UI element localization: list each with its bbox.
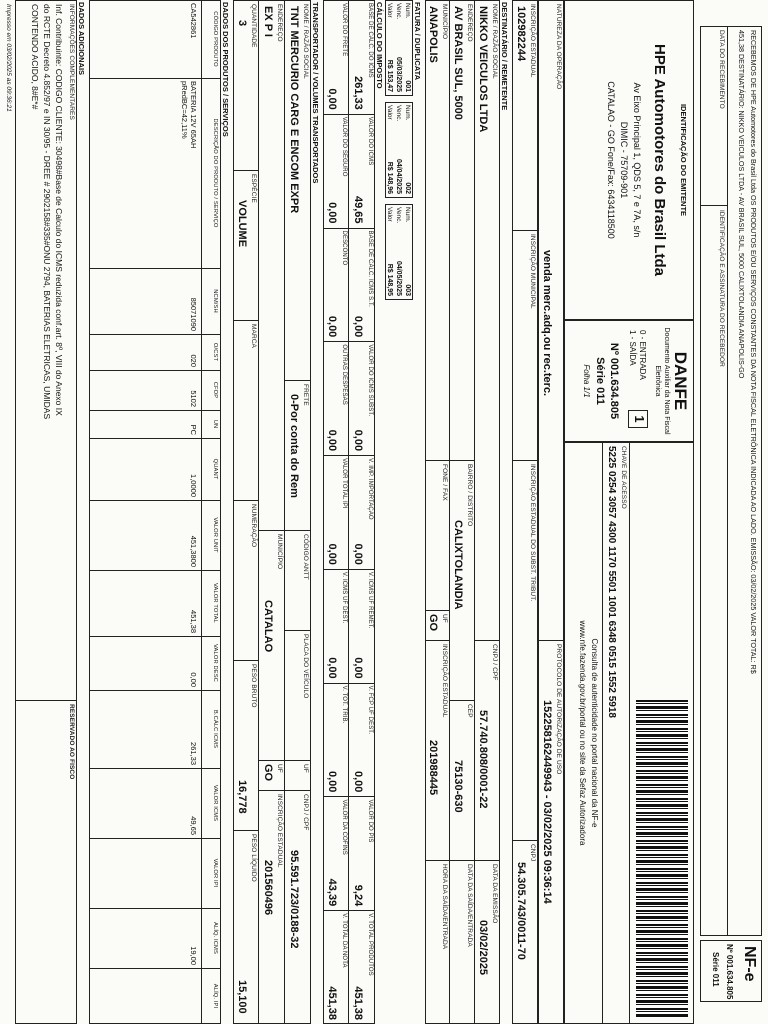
natureza-label: NATUREZA DA OPERAÇÃO <box>555 4 562 90</box>
im-label: INSCRIÇÃO MUNICIPAL <box>529 234 536 309</box>
transp-marca-label: MARCA <box>250 324 257 348</box>
transp-uf-label: UF <box>302 764 309 773</box>
produto-cell-quant: 1,0000 <box>189 474 198 497</box>
transp-uf2-label: UF <box>276 764 283 773</box>
imposto-label: VALOR DO ICMS SUBST. <box>367 344 373 417</box>
imposto-label: VALOR DA COFINS <box>341 799 347 855</box>
duplicata-num: 003 <box>404 284 411 296</box>
transp-antt-label: CÓDIGO ANTT <box>302 534 309 580</box>
protocolo-label: PROTOCOLO DE AUTORIZAÇÃO DE USO <box>555 644 562 775</box>
canhoto-nfe-serie: Série 011 <box>711 952 720 987</box>
produtos-section-label: DADOS DOS PRODUTOS / SERVIÇOS <box>221 2 230 137</box>
duplicata-field-label: Num. <box>404 3 411 19</box>
imposto-value: 49,65 <box>352 196 364 224</box>
natureza-value: venda merc.adq.ou rec.terc. <box>541 250 553 397</box>
produto-cell-cst: 020 <box>189 354 198 367</box>
imposto-label: OUTRAS DESPESAS <box>341 344 347 405</box>
emitente-box <box>564 0 694 320</box>
produto-cell-bcicms: 261,33 <box>189 742 198 765</box>
info-line-3: CONTENDO ACIDO, 8#E*# <box>30 4 40 110</box>
imposto-value: 0,00 <box>326 543 338 565</box>
duplicata-valor: R$ 148,95 <box>386 263 393 296</box>
produtos-column-header: ALÍQ. ICMS <box>212 922 218 954</box>
imposto-label: V. TOT. TRIB. <box>341 685 347 724</box>
transp-nome-label: NOME / RAZÃO SOCIAL <box>302 4 309 79</box>
duplicata-field-label: Num. <box>404 207 411 223</box>
duplicata-venc: 04/04/2025 <box>395 158 402 194</box>
produtos-column-header: O/CST <box>212 342 218 362</box>
duplicata-field-label: Venc. <box>395 207 402 224</box>
imposto-value: 0,00 <box>352 543 364 565</box>
dest-emissao-value: 03/02/2025 <box>477 920 489 976</box>
dest-saida-label: DATA DA SAÍDA/ENTRADA <box>466 864 473 947</box>
transp-ie-label: INSCRIÇÃO ESTADUAL <box>276 794 283 868</box>
dest-bairro-value: CALIXTOLANDIA <box>452 520 464 610</box>
dest-endereco-label: ENDEREÇO <box>466 4 473 42</box>
impresso-em: Impresso em 03/02/2025 as 09:36:21 <box>5 4 12 112</box>
transp-endereco-value: EX P I <box>262 6 274 37</box>
produto-cell-descricao2: pRedBC=42,11% <box>180 81 189 139</box>
imposto-value: 0,00 <box>352 657 364 679</box>
canhoto-text-1: RECEBEMOS DE HPE Automotores do Brasil Ltda OS PRODUTOS E/OU SERVIÇOS CONSTANTES DA NOTA FISCAL ELETRÔNICA INDICADA AO LADO. EMISSÃO: 03/02/2025 VALOR TOTAL: R$ <box>749 30 758 674</box>
duplicata-field-label: Valor <box>386 3 393 18</box>
danfe-subtitle-2: Eletrônica <box>654 365 661 397</box>
produto-cell-descricao1: BATERIA 12V 65AH <box>189 81 198 149</box>
imposto-label: BASE DE CÁLC. ICMS S.T. <box>367 230 373 307</box>
consulta-line-1: Consulta de autenticidade no portal nacional da NF-e <box>590 638 599 828</box>
dest-endereco-value: AV BRASIL SUL, 5000 <box>452 6 464 120</box>
duplicata-field-label: Num. <box>404 105 411 121</box>
dest-nome-label: NOME / RAZÃO SOCIAL <box>491 4 498 79</box>
produto-cell-codigo: CA542861 <box>189 3 198 39</box>
imposto-value: 0,00 <box>326 657 338 679</box>
transp-endereco-label: ENDEREÇO <box>276 4 283 42</box>
canhoto-text-2: 451,38 DESTINATÁRIO: NIKKO VEICULOS LTDA - AV BRASIL SUL, 5000 CALIXTOLANDIA ANAPOLIS-GO <box>737 30 746 379</box>
consulta-line-2: www.nfe.fazenda.gov.br/portal ou no site da Sefaz Autorizadora <box>578 620 587 846</box>
ie-value: 102982244 <box>515 6 527 62</box>
imposto-label: VALOR DO PIS <box>367 799 373 843</box>
duplicata-num: 002 <box>404 182 411 194</box>
imposto-label: V. ICMS UF DEST. <box>341 571 347 624</box>
produto-cell-aliqicms: 19,00 <box>189 946 198 965</box>
produto-cell-vicms: 49,65 <box>189 816 198 835</box>
imposto-label: V. IMP. IMPORTAÇÃO <box>367 458 373 520</box>
assinatura-label: IDENTIFICAÇÃO E ASSINATURA DO RECEBEDOR <box>718 210 725 367</box>
dest-cnpj-label: CNPJ / CPF <box>491 644 498 681</box>
transp-peso-liquido-label: PESO LÍQUIDO <box>250 834 257 882</box>
transp-cnpj-label: CNPJ / CPF <box>302 794 309 831</box>
dest-uf-value: GO <box>427 614 439 632</box>
cnpj-emitente-value: 54.305.743/0011-70 <box>515 862 527 960</box>
canhoto-nfe-title: NF-e <box>741 946 758 982</box>
fatura-section-label: FATURA / DUPLICATA <box>413 2 422 81</box>
duplicata-field-label: Valor <box>386 207 393 222</box>
imposto-label: VALOR DO ICMS <box>367 116 373 166</box>
duplicata-valor: R$ 153,47 <box>386 59 393 92</box>
duplicata-field-label: Venc. <box>395 3 402 20</box>
imposto-value: 261,33 <box>352 76 364 110</box>
produtos-column-header: VALOR ICMS <box>212 784 218 822</box>
danfe-title: DANFE <box>671 351 690 411</box>
dest-cep-value: 75130-630 <box>452 760 464 813</box>
transp-placa-label: PLACA DO VEÍCULO <box>302 634 309 699</box>
imposto-label: V. TOTAL PRODUTOS <box>367 913 373 976</box>
duplicata-venc: 05/03/2025 <box>395 56 402 92</box>
destinatario-box <box>425 0 500 1024</box>
imposto-value: 0,00 <box>352 315 364 338</box>
emitente-endereco-1: Av Eixo Principal 1, QDS 5, 7 e 7A, s/n <box>632 82 642 238</box>
produto-cell-vtotal: 451,38 <box>189 610 198 633</box>
dest-hora-label: HORA DA SAÍDA/ENTRADA <box>441 864 448 950</box>
danfe-serie: Série 011 <box>594 357 606 405</box>
produtos-column-header: ALÍQ. IPI <box>212 983 218 1009</box>
emitente-endereco-2: DIMIC - 75709-901 <box>619 121 629 199</box>
duplicata-venc: 04/05/2025 <box>395 260 402 296</box>
emitente-endereco-3: CATALAO - GO Fone/Fax: 6434118500 <box>606 81 616 239</box>
info-line-1: Inf. Contribuinte: CODIGO CLIENTE: 30498#Base de Calculo do ICMS reduzida conf.art. 8º, VIII do Anexo IX <box>54 4 64 416</box>
duplicata-box <box>385 0 413 96</box>
chave-value: 5225 0254 3057 4300 1170 5501 1001 6348 0515 1552 5918 <box>606 446 617 718</box>
produto-cell-vunit: 451,3800 <box>189 535 198 567</box>
dest-ie-label: INSCRIÇÃO ESTADUAL <box>441 644 448 718</box>
produto-cell-un: PC <box>189 424 198 435</box>
imposto-label: VALOR DO SEGURO <box>341 116 347 177</box>
dest-municipio-label: MUNICÍPIO <box>441 4 448 40</box>
cnpj-emitente-label: CNPJ <box>529 844 536 862</box>
danfe-tipo-box: 1 <box>628 410 648 428</box>
imposto-label: DESCONTO <box>341 230 347 266</box>
imposto-value: 9,24 <box>352 884 364 907</box>
dest-cnpj-value: 57.740.808/0001-22 <box>477 710 489 809</box>
transp-nome-value: TNT MERCURIO CARG E ENCOM EXPR <box>288 6 300 214</box>
imposto-label: VALOR TOTAL IPI <box>341 458 347 509</box>
produto-cell-vdesc: 0,00 <box>189 672 198 687</box>
dest-bairro-label: BAIRRO / DISTRITO <box>466 464 473 527</box>
transp-peso-bruto-value: 16,778 <box>236 780 248 814</box>
imposto-label: V. FCP UF DEST. <box>367 685 373 735</box>
produtos-column-header: CÓDIGO PRODUTO <box>212 11 218 67</box>
transp-peso-liquido-value: 15,100 <box>236 980 248 1014</box>
imposto-value: 451,38 <box>352 986 364 1020</box>
iest-label: INSCRIÇÃO ESTADUAL DO SUBST. TRIBUT. <box>529 464 536 602</box>
produtos-column-header: VALOR IPI <box>212 858 218 888</box>
transp-especie-label: ESPÉCIE <box>250 174 257 203</box>
info-complementares-label: INFORMAÇÕES COMPLEMENTARES <box>68 4 75 120</box>
transp-frete-value: 0-Por conta do Rem <box>288 394 300 498</box>
dest-fone-label: FONE / FAX <box>441 464 448 501</box>
imposto-value: 0,00 <box>326 88 338 110</box>
destinatario-section-label: DESTINATÁRIO / REMETENTE <box>500 2 509 111</box>
danfe-entrada: 0 - ENTRADA <box>638 330 647 380</box>
produto-cell-ncm: 85071090 <box>189 297 198 331</box>
imposto-value: 43,39 <box>326 878 338 907</box>
imposto-value: 0,00 <box>326 202 338 224</box>
imposto-value: 0,00 <box>352 771 364 793</box>
transp-peso-bruto-label: PESO BRUTO <box>250 664 257 708</box>
duplicata-num: 001 <box>404 80 411 92</box>
canhoto-nfe-numero: Nº 001.634.805 <box>725 944 734 1000</box>
imposto-label: VALOR DO FRETE <box>341 3 347 57</box>
imposto-label: V. ICMS UF REMET. <box>367 571 373 629</box>
transp-qtd-value: 3 <box>236 20 248 27</box>
emitente-section-label: IDENTIFICAÇÃO DO EMITENTE <box>679 103 688 217</box>
produtos-column-header: CFOP <box>212 381 218 399</box>
produto-cell-cfop: 5102 <box>189 390 198 407</box>
duplicata-valor: R$ 148,96 <box>386 161 393 194</box>
imposto-value: 0,00 <box>326 315 338 338</box>
imposto-label: V. TOTAL DA NOTA <box>341 913 347 968</box>
imposto-value: 451,38 <box>326 986 338 1020</box>
transp-numeracao-label: NUMERAÇÃO <box>250 504 257 548</box>
produtos-column-header: VALOR UNIT <box>212 517 218 553</box>
dest-uf-label: UF <box>441 614 448 623</box>
barcode-image <box>636 700 688 1018</box>
chave-label: CHAVE DE ACESSO <box>620 446 627 509</box>
transp-ie-value: 201560496 <box>262 860 274 916</box>
dest-emissao-label: DATA DA EMISSÃO <box>491 864 498 924</box>
produtos-column-header: QUANT <box>212 458 218 480</box>
dest-nome-value: NIKKO VEICULOS LTDA <box>477 6 489 133</box>
reservado-fisco-label: RESERVADO AO FISCO <box>68 704 75 780</box>
imposto-label: BASE DE CÁLC. DO ICMS <box>367 3 373 78</box>
imposto-value: 0,00 <box>326 429 338 452</box>
transp-cnpj-value: 95.591.723/0188-32 <box>288 850 300 949</box>
dest-cep-label: CEP <box>466 704 473 718</box>
produtos-column-header: VALOR DESC <box>212 644 218 682</box>
duplicata-field-label: Venc. <box>395 105 402 122</box>
duplicata-box <box>385 102 413 198</box>
transp-especie-value: VOLUME <box>236 200 248 248</box>
produtos-column-header: DESCRIÇÃO DO PRODUTO / SERVIÇO <box>212 118 218 228</box>
transp-municipio-value: CATALAO <box>262 600 274 653</box>
dest-ie-value: 201988445 <box>427 740 439 796</box>
imposto-value: 0,00 <box>352 429 364 452</box>
transp-municipio-label: MUNICÍPIO <box>276 534 283 570</box>
emitente-nome: HPE Automotores do Brasil Ltda <box>651 44 668 276</box>
data-recebimento-label: DATA DO RECEBIMENTO <box>718 30 725 109</box>
danfe-subtitle-1: Documento Auxiliar da Nota Fiscal <box>663 327 670 435</box>
produtos-column-header: UN <box>212 419 218 429</box>
duplicata-field-label: Valor <box>386 105 393 120</box>
transp-uf2-value: GO <box>262 764 274 782</box>
imposto-value: 0,00 <box>326 771 338 793</box>
info-line-2: do RCTE Decreto 4.852/97 e IN 30/95 - DREE # 2902158#335#ONU 2794, BATERIAS ELETRICAS, UMIDAS <box>42 4 52 420</box>
transp-frete-label: FRETE <box>302 384 309 406</box>
produtos-column-header: B.CÁLC ICMS <box>212 709 218 749</box>
transp-qtd-label: QUANTIDADE <box>250 4 257 48</box>
transportador-section-label: TRANSPORTADOR / VOLUMES TRANSPORTADOS <box>311 2 320 184</box>
danfe-folha: Folha 1/1 <box>582 364 591 398</box>
adicionais-section-label: DADOS ADICIONAIS <box>77 2 86 76</box>
produtos-column-header: NCM/SH <box>212 289 218 313</box>
produtos-column-header: VALOR TOTAL <box>212 583 218 623</box>
protocolo-value: 152258162449943 - 03/02/2025 09:36:14 <box>541 700 553 904</box>
danfe-numero: Nº 001.634.805 <box>608 342 620 420</box>
imposto-section-label: CÁLCULO DO IMPOSTO <box>375 2 384 89</box>
danfe-saida: 1 - SAÍDA <box>628 330 637 366</box>
ie-label: INSCRIÇÃO ESTADUAL <box>529 4 536 78</box>
dest-municipio-value: ANAPOLIS <box>427 6 439 63</box>
duplicata-box <box>385 204 413 300</box>
